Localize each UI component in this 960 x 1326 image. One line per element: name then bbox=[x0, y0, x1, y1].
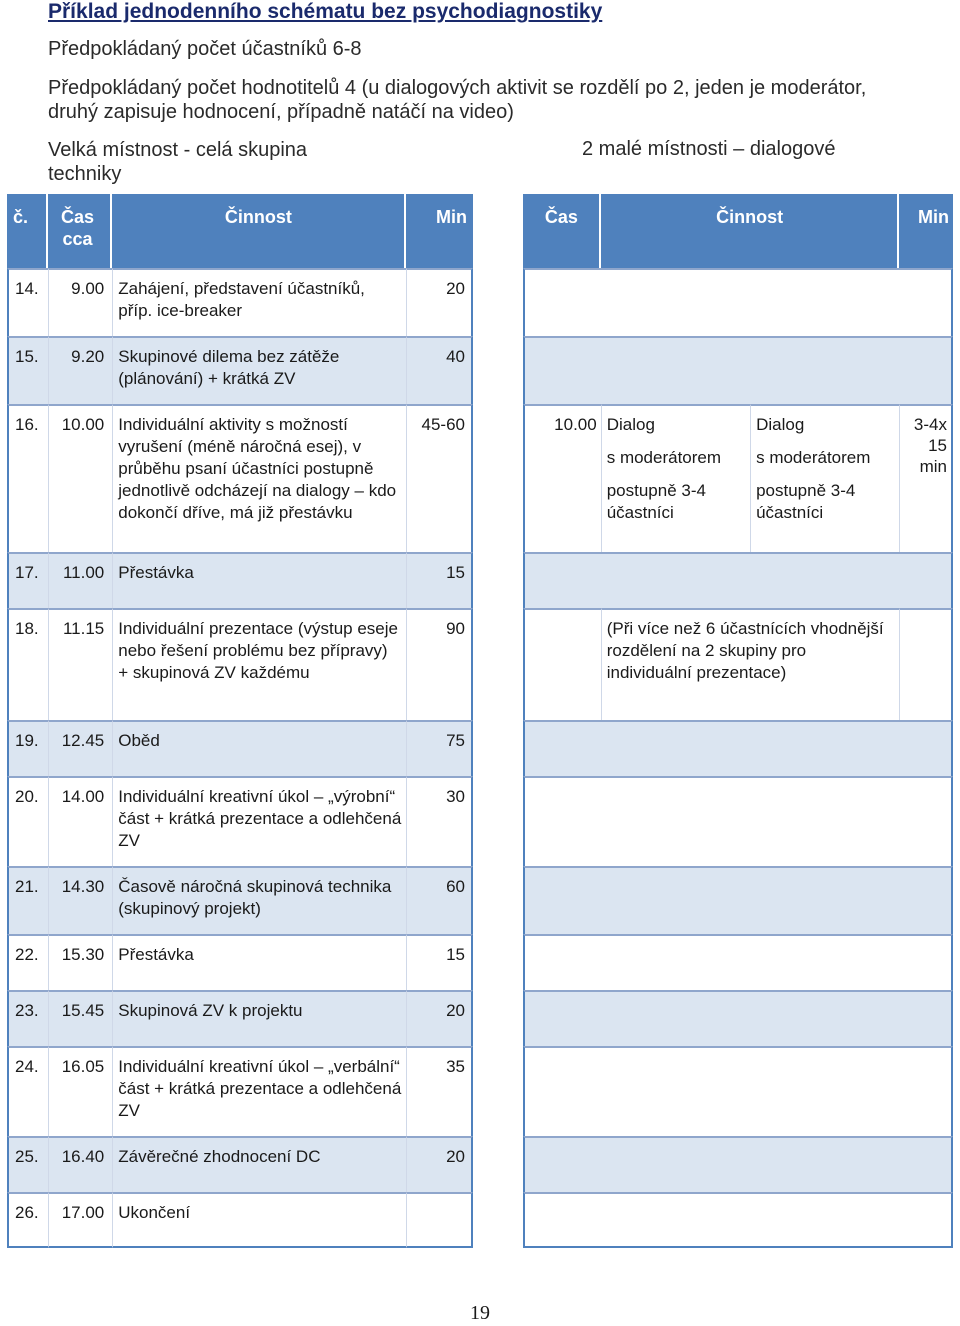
table-row bbox=[7, 336, 473, 404]
table-row bbox=[523, 1136, 953, 1192]
row-number: 24. bbox=[7, 1046, 48, 1136]
row-time: 9.00 bbox=[48, 268, 112, 336]
note-cell: (Při více než 6 účastnících vhodnější rozdělení na 2 skupiny pro individuální prezentace) bbox=[601, 608, 900, 720]
dialog-time: 10.00 bbox=[523, 404, 601, 552]
table-row bbox=[523, 268, 953, 336]
row-time: 16.05 bbox=[48, 1046, 112, 1136]
row-minutes: 30 bbox=[406, 776, 473, 866]
row-time: 11.15 bbox=[48, 608, 112, 720]
row-number: 20. bbox=[7, 776, 48, 866]
table-row bbox=[7, 1192, 473, 1248]
row-number: 16. bbox=[7, 404, 48, 552]
table-row bbox=[7, 1046, 473, 1136]
col-time-header: Čas bbox=[523, 194, 601, 268]
row-activity: Závěrečné zhodnocení DC bbox=[112, 1136, 405, 1192]
table-row bbox=[523, 404, 953, 552]
row-activity: Ukončení bbox=[112, 1192, 405, 1248]
row-time: 12.45 bbox=[48, 720, 112, 776]
evaluators-text: Předpokládaný počet hodnotitelů 4 (u dialogových aktivit se rozdělí po 2, jeden je moderátor, druhý zapisuje hodnocení, případně natáčí na video) bbox=[48, 77, 867, 123]
participants-text: Předpokládaný počet účastníků 6-8 bbox=[48, 38, 362, 60]
row-minutes: 90 bbox=[406, 608, 473, 720]
row-activity: Zahájení, představení účastníků, příp. ice-breaker bbox=[112, 268, 405, 336]
table-row bbox=[7, 990, 473, 1046]
table-row bbox=[7, 268, 473, 336]
col-min-header: Min bbox=[899, 194, 953, 268]
row-number: 19. bbox=[7, 720, 48, 776]
row-time: 10.00 bbox=[48, 404, 112, 552]
table-row bbox=[7, 608, 473, 720]
row-activity: Individuální aktivity s možností vyrušení (méně náročná esej), v průběhu psaní účastníci postupně jednotlivě odcházejí na dialogy – kdo dokončí dříve, má již přestávku bbox=[112, 404, 405, 552]
row-minutes: 40 bbox=[406, 336, 473, 404]
row-time: 11.00 bbox=[48, 552, 112, 608]
table-row bbox=[7, 404, 473, 552]
row-activity: Přestávka bbox=[112, 552, 405, 608]
row-number: 22. bbox=[7, 934, 48, 990]
schedule-table-small-rooms bbox=[523, 194, 953, 1248]
dialog-cell-a: Dialog s moderátorem postupně 3-4 účastníci bbox=[601, 404, 750, 552]
row-activity: Oběd bbox=[112, 720, 405, 776]
row-time: 15.45 bbox=[48, 990, 112, 1046]
row-minutes: 20 bbox=[406, 268, 473, 336]
row-activity: Individuální kreativní úkol – „výrobní“ část + krátká prezentace a odlehčená ZV bbox=[112, 776, 405, 866]
row-time: 14.30 bbox=[48, 866, 112, 934]
row-activity: Individuální prezentace (výstup eseje nebo řešení problému bez přípravy) + skupinová ZV každému bbox=[112, 608, 405, 720]
row-activity: Přestávka bbox=[112, 934, 405, 990]
row-number: 18. bbox=[7, 608, 48, 720]
row-minutes: 75 bbox=[406, 720, 473, 776]
row-number: 26. bbox=[7, 1192, 48, 1248]
table-row bbox=[7, 552, 473, 608]
row-number: 25. bbox=[7, 1136, 48, 1192]
table-row bbox=[523, 776, 953, 866]
row-time: 14.00 bbox=[48, 776, 112, 866]
table-row bbox=[523, 336, 953, 404]
col-min-header: Min bbox=[406, 194, 473, 268]
table-row bbox=[523, 990, 953, 1046]
row-minutes: 20 bbox=[406, 990, 473, 1046]
row-minutes bbox=[406, 1192, 473, 1248]
row-number: 15. bbox=[7, 336, 48, 404]
page-title: Příklad jednodenního schématu bez psychodiagnostiky bbox=[48, 0, 603, 23]
table-row bbox=[7, 866, 473, 934]
row-minutes: 15 bbox=[406, 934, 473, 990]
row-activity: Skupinová ZV k projektu bbox=[112, 990, 405, 1046]
table-row bbox=[523, 1046, 953, 1136]
table-row bbox=[523, 1192, 953, 1248]
table-row bbox=[523, 866, 953, 934]
row-activity: Individuální kreativní úkol – „verbální“ část + krátká prezentace a odlehčená ZV bbox=[112, 1046, 405, 1136]
table-row bbox=[7, 1136, 473, 1192]
table-row bbox=[523, 552, 953, 608]
row-activity: Časově náročná skupinová technika (skupinový projekt) bbox=[112, 866, 405, 934]
small-rooms-label: 2 malé místnosti – dialogové bbox=[582, 138, 836, 160]
col-activity-header: Činnost bbox=[112, 194, 405, 268]
row-time: 9.20 bbox=[48, 336, 112, 404]
row-number: 14. bbox=[7, 268, 48, 336]
table-row bbox=[523, 608, 953, 720]
row-time: 15.30 bbox=[48, 934, 112, 990]
row-minutes: 35 bbox=[406, 1046, 473, 1136]
row-minutes: 60 bbox=[406, 866, 473, 934]
dialog-cell-b: Dialog s moderátorem postupně 3-4 účastníci bbox=[750, 404, 899, 552]
row-number: 21. bbox=[7, 866, 48, 934]
schedule-table-big-room bbox=[7, 194, 473, 1248]
col-activity-header: Činnost bbox=[601, 194, 900, 268]
row-number: 23. bbox=[7, 990, 48, 1046]
col-time-header: Čas cca bbox=[48, 194, 112, 268]
big-room-label: Velká místnost - celá skupina techniky bbox=[48, 139, 308, 185]
row-minutes: 20 bbox=[406, 1136, 473, 1192]
col-number-header: č. bbox=[7, 194, 48, 268]
table-row bbox=[523, 720, 953, 776]
page-number: 19 bbox=[470, 1302, 490, 1324]
row-number: 17. bbox=[7, 552, 48, 608]
row-time: 16.40 bbox=[48, 1136, 112, 1192]
row-activity: Skupinové dilema bez zátěže (plánování) + krátká ZV bbox=[112, 336, 405, 404]
row-time: 17.00 bbox=[48, 1192, 112, 1248]
table-row bbox=[7, 776, 473, 866]
table-row bbox=[7, 934, 473, 990]
dialog-min: 3-4x 15 min bbox=[899, 404, 953, 552]
row-minutes: 45-60 bbox=[406, 404, 473, 552]
row-minutes: 15 bbox=[406, 552, 473, 608]
table-row bbox=[7, 720, 473, 776]
table-row bbox=[523, 934, 953, 990]
